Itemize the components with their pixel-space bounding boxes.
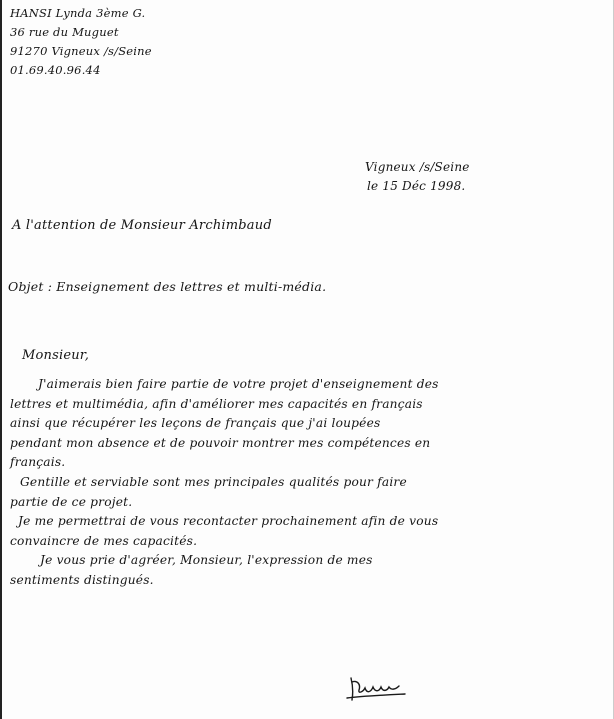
body-line: lettres et multimédia, afin d'améliorer mes capacités en français [10,396,423,411]
body-line: partie de ce projet. [10,494,133,509]
salutation: Monsieur, [22,348,90,363]
sender-phone: 01.69.40.96.44 [10,63,101,77]
sender-street: 36 rue du Muguet [10,25,119,39]
sender-name: HANSI Lynda 3ème G. [10,6,146,20]
letter-place: Vigneux /s/Seine [365,160,470,174]
body-line: Je me permettrai de vous recontacter prochainement afin de vous [18,514,439,529]
letter-body [10,375,600,591]
handwritten-signature [345,672,409,704]
letter-date: le 15 Déc 1998. [367,179,466,193]
body-line: J'aimerais bien faire partie de votre projet d'enseignement des [38,377,439,391]
body-line: Gentille et serviable sont mes principales qualités pour faire [20,474,407,489]
sender-address-block [10,4,152,80]
body-line: français. [10,455,66,470]
place-date-block [365,158,470,196]
sender-city: 91270 Vigneux /s/Seine [10,44,152,58]
body-line: Je vous prie d'agréer, Monsieur, l'expression de mes [40,553,373,568]
body-line: ainsi que récupérer les leçons de français que j'ai loupées [10,416,381,431]
body-line: pendant mon absence et de pouvoir montrer mes compétences en [10,435,431,450]
body-line: convaincre de mes capacités. [10,533,198,548]
subject-line: Objet : Enseignement des lettres et multi-média. [8,279,327,294]
body-line: sentiments distingués. [10,572,154,587]
attention-line: A l'attention de Monsieur Archimbaud [12,218,272,233]
